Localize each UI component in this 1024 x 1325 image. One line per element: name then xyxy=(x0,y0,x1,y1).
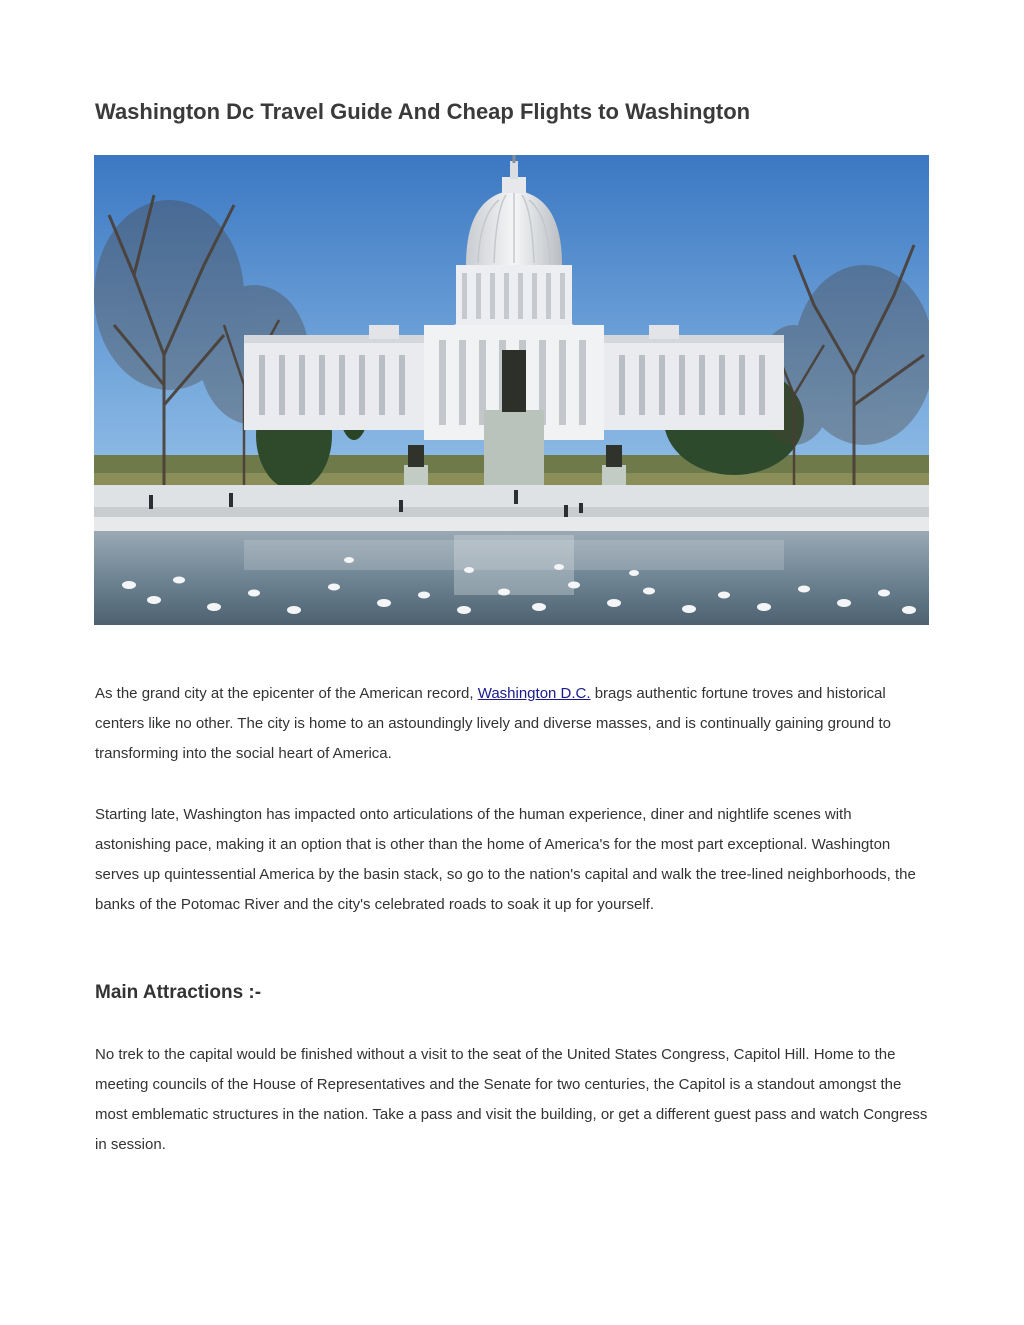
intro-paragraph xyxy=(95,679,930,769)
capitol-building-photo xyxy=(94,155,929,625)
main-attractions-heading: Main Attractions :- xyxy=(95,982,262,1003)
history-paragraph: Starting late, Washington has impacted onto articulations of the human experience, diner and nightlife scenes with astonishing pace, making it an option that is other than the home of America's for the most part exceptional. Washington serves up quintessential America by the basin stack, so go to the nation's capital and walk the tree-lined neighborhoods, the banks of the Potomac River and the city's celebrated roads to soak it up for yourself. xyxy=(95,806,916,913)
intro-text-start: As the grand city at the epicenter of the American record, xyxy=(95,685,478,702)
capitol-paragraph: No trek to the capital would be finished without a visit to the seat of the United States Congress, Capitol Hill. Home to the meeting councils of the House of Representatives and the Senate for two centuries, the Capitol is a standout amongst the most emblematic structures in the nation. Take a pass and visit the building, or get a different guest pass and watch Congress in session. xyxy=(95,1046,928,1153)
page-title: Washington Dc Travel Guide And Cheap Flights to Washington xyxy=(95,99,751,124)
intro-text-end: brags authentic fortune troves and historical centers like no other. The city is home to an astoundingly lively and diverse masses, and is continually gaining ground to transforming into the social heart of America. xyxy=(95,685,892,762)
washington-dc-link[interactable]: Washington D.C. xyxy=(477,685,591,702)
